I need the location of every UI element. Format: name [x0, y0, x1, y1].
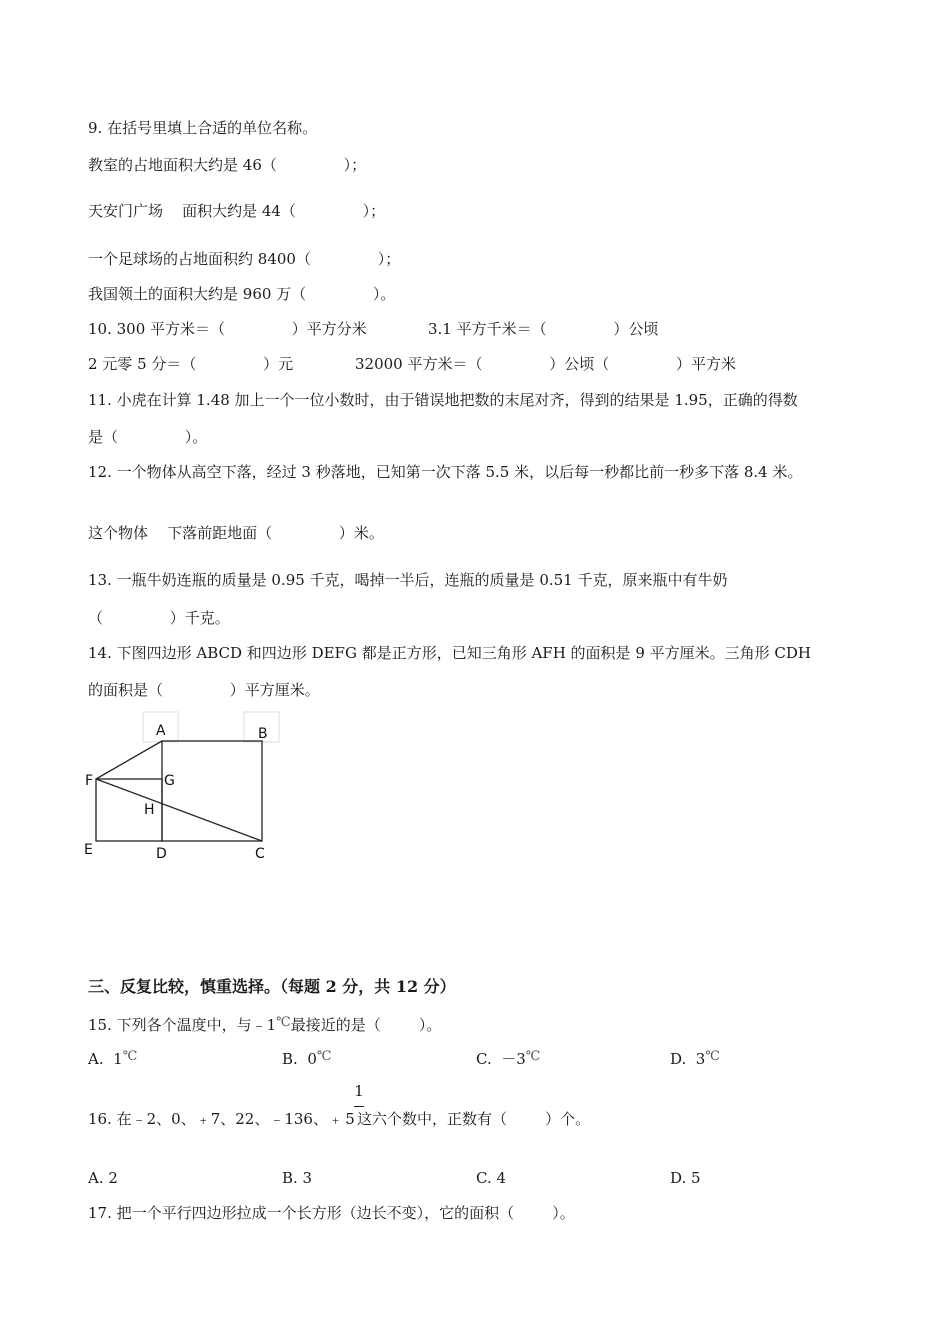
q16-stem-a: 16. 在﹣2、0、﹢7、22、﹣136、﹢: [88, 1110, 343, 1128]
q16-option-d: D. 5: [670, 1169, 701, 1187]
q15-stem-b: 最接近的是（ ）。: [290, 1016, 442, 1034]
q11-line-1: 11. 小虎在计算 1.48 加上一个一位小数时，由于错误地把数的末尾对齐，得到的结果是 1.95，正确的得数: [88, 391, 798, 409]
segment-fa: [96, 741, 162, 779]
label-c: C: [255, 846, 265, 862]
q13-line-2: （ ）千克。: [88, 609, 230, 627]
q9-line-1: 教室的占地面积大约是 46（ ）；: [88, 156, 367, 174]
q10-line-2b: 32000 平方米＝（ ）公顷（ ）平方米: [355, 355, 736, 373]
q10-line-2a: 2 元零 5 分＝（ ）元: [88, 355, 294, 373]
q14-figure: [80, 708, 290, 868]
celsius-unit: ℃: [276, 1015, 291, 1030]
q10-line-1b: 3.1 平方千米＝（ ）公顷: [428, 320, 659, 338]
segment-fc: [96, 779, 262, 841]
q9-title: 9. 在括号里填上合适的单位名称。: [88, 119, 318, 137]
q14-line-1: 14. 下图四边形 ABCD 和四边形 DEFG 都是正方形，已知三角形 AFH 的面积是 9 平方厘米。三角形 CDH: [88, 644, 811, 662]
q9-line-4: 我国领土的面积大约是 960 万（ ）。: [88, 285, 396, 303]
q16-option-c: C. 4: [476, 1169, 507, 1187]
q15-option-a: A. 1℃: [88, 1049, 138, 1068]
square-abcd: [162, 741, 262, 841]
q9-line-2: 天安门广场 面积大约是 44（ ）；: [88, 202, 386, 220]
q16-stem: [88, 1109, 590, 1129]
label-d: D: [156, 846, 167, 862]
q11-line-2: 是（ ）。: [88, 428, 208, 446]
q10-line-1a: 10. 300 平方米＝（ ）平方分米: [88, 320, 367, 338]
q17-stem: 17. 把一个平行四边形拉成一个长方形（边长不变），它的面积（ ）。: [88, 1204, 575, 1222]
q15-option-d: D. 3℃: [670, 1049, 720, 1068]
fraction-denominator: 5: [345, 1110, 355, 1128]
q15-stem: [88, 1013, 441, 1035]
q14-line-2: 的面积是（ ）平方厘米。: [88, 681, 320, 699]
section-3-header: 三、反复比较，慎重选择。（每题 2 分，共 12 分）: [88, 977, 456, 996]
label-b: B: [258, 726, 268, 742]
q13-line-1: 13. 一瓶牛奶连瓶的质量是 0.95 千克，喝掉一半后，连瓶的质量是 0.51 千克，原来瓶中有牛奶: [88, 571, 728, 589]
fraction-numerator: 1: [354, 1082, 364, 1100]
fraction-bar: [354, 1106, 364, 1107]
q16-stem-b: 这六个数中，正数有（ ）个。: [356, 1110, 591, 1128]
q12-line-2: 这个物体 下落前距地面（ ）米。: [88, 524, 384, 542]
q12-line-1: 12. 一个物体从高空下落，经过 3 秒落地，已知第一次下落 5.5 米，以后每一秒都比前一秒多下落 8.4 米。: [88, 463, 803, 481]
q15-stem-a: 15. 下列各个温度中，与﹣1: [88, 1016, 277, 1034]
label-e: E: [84, 842, 93, 858]
q15-option-b: B. 0℃: [282, 1049, 332, 1068]
q16-option-b: B. 3: [282, 1169, 313, 1187]
q15-option-c: C. －3℃: [476, 1049, 541, 1068]
label-h: H: [144, 802, 155, 818]
q9-line-3: 一个足球场的占地面积约 8400（ ）；: [88, 250, 401, 268]
label-f: F: [85, 773, 94, 789]
q16-option-a: A. 2: [88, 1169, 118, 1187]
label-a: A: [156, 723, 166, 739]
label-g: G: [164, 773, 175, 789]
